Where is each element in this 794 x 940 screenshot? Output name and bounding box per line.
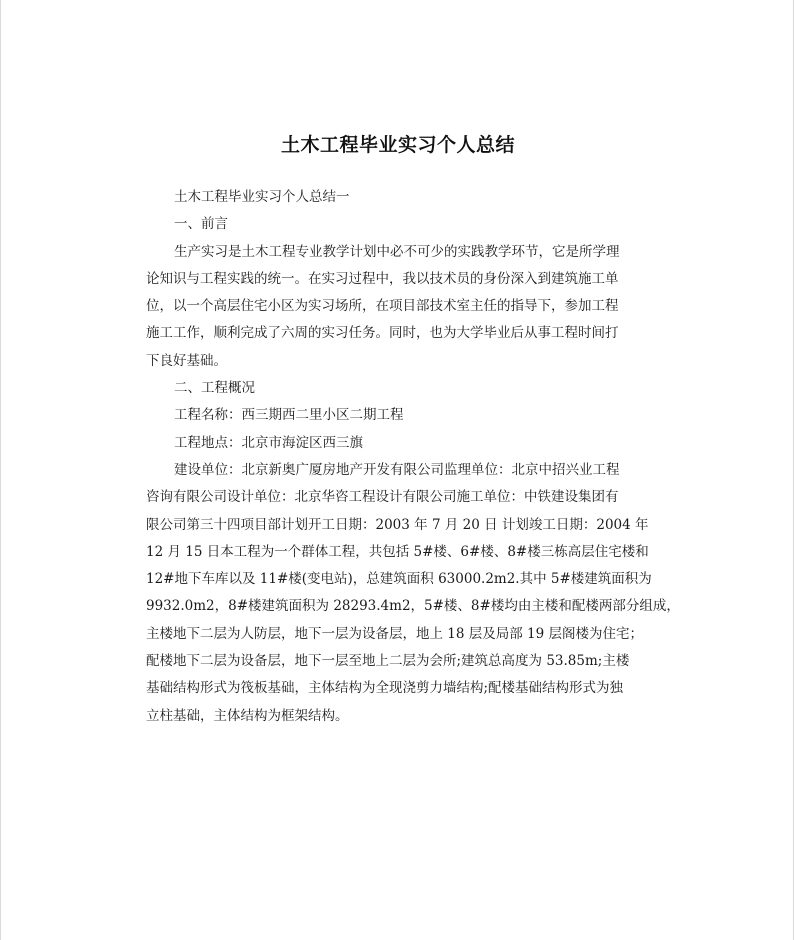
paragraph-line: 配楼地下二层为设备层，地下一层至地上二层为会所;建筑总高度为 53.85m;主楼 [146, 653, 630, 670]
document-title: 土木工程毕业实习个人总结 [280, 134, 515, 156]
paragraph-line: 12#地下车库以及 11#楼(变电站)，总建筑面积 63000.2m2.其中 5#楼建筑面积为 [146, 571, 652, 588]
project-name-line: 工程名称：西三期西二里小区二期工程 [174, 407, 404, 424]
paragraph-line: 生产实习是土木工程专业教学计划中必不可少的实践教学环节，它是所学理 [174, 243, 620, 260]
paragraph-line: 基础结构形式为筏板基础，主体结构为全现浇剪力墙结构;配楼基础结构形式为独 [146, 680, 624, 697]
paragraph-line: 主楼地下二层为人防层，地下一层为设备层，地上 18 层及局部 19 层阁楼为住宅； [146, 625, 644, 642]
paragraph-line: 咨询有限公司设计单位：北京华咨工程设计有限公司施工单位：中铁建设集团有 [146, 489, 619, 506]
paragraph-line: 施工工作，顺利完成了六周的实习任务。同时，也为大学毕业后从事工程时间打 [146, 325, 619, 342]
paragraph-line: 论知识与工程实践的统一。在实习过程中，我以技术员的身份深入到建筑施工单 [146, 270, 619, 287]
paragraph-line: 建设单位：北京新奥广厦房地产开发有限公司监理单位：北京中招兴业工程 [174, 461, 620, 478]
section-heading-overview: 二、工程概况 [174, 380, 255, 397]
document-body [146, 184, 680, 730]
paragraph-line: 9932.0m2，8#楼建筑面积为 28293.4m2，5#楼、8#楼均由主楼和配楼两部分组成， [146, 598, 680, 615]
paragraph-line: 立柱基础，主体结构为框架结构。 [146, 707, 349, 724]
project-location-line: 工程地点：北京市海淀区西三旗 [174, 434, 363, 451]
paragraph-line: 位，以一个高层住宅小区为实习场所，在项目部技术室主任的指导下，参加工程 [146, 298, 619, 315]
section-heading-summary: 土木工程毕业实习个人总结一 [174, 189, 350, 205]
paragraph-line: 12 月 15 日本工程为一个群体工程，共包括 5#楼、6#楼、8#楼三栋高层住宅楼和 [146, 543, 649, 560]
paragraph-line: 限公司第三十四项目部计划开工日期：2003 年 7 月 20 日 计划竣工日期：2004 年 [146, 516, 649, 533]
paragraph-line: 下良好基础。 [146, 352, 227, 369]
section-heading-preface: 一、前言 [174, 216, 228, 233]
